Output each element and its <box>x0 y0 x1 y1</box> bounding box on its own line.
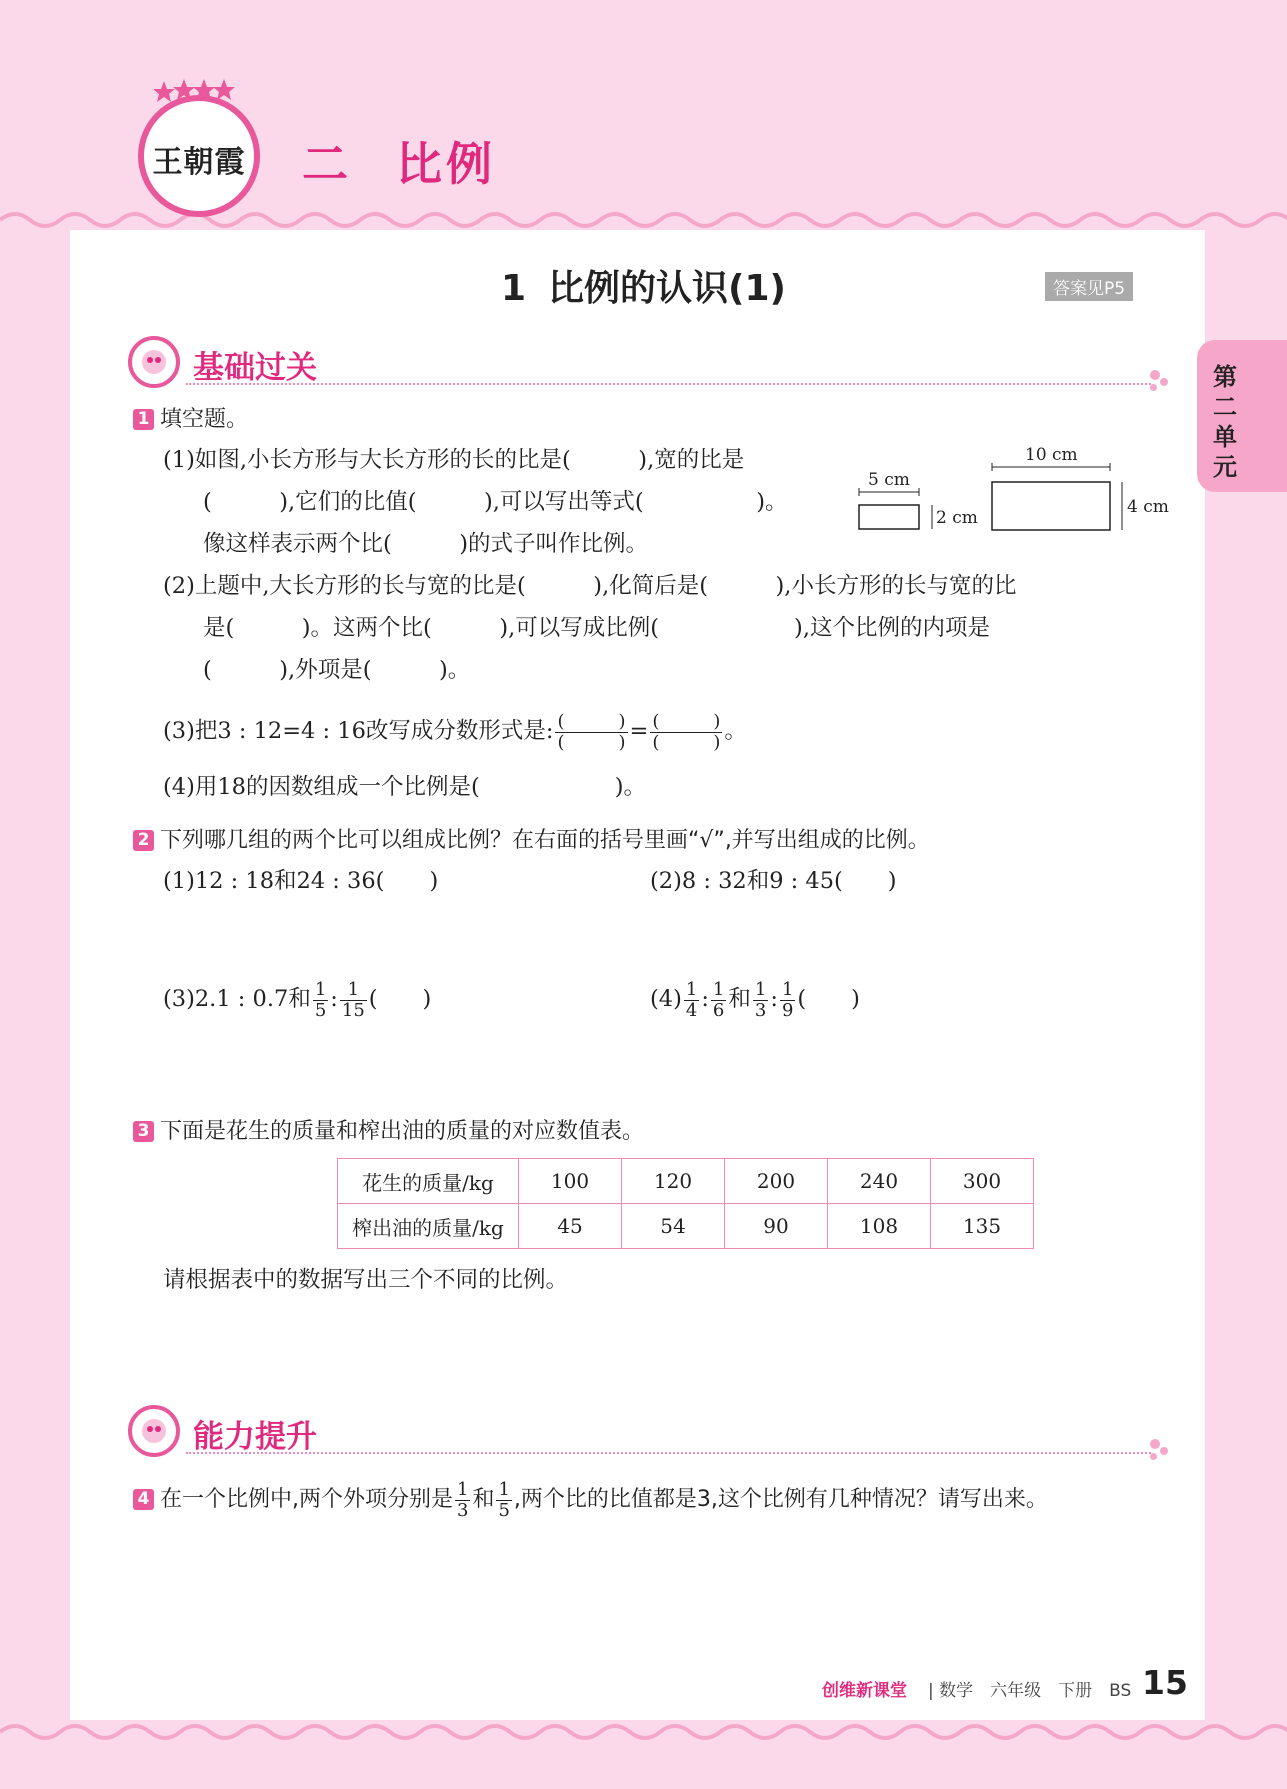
divider-dot <box>1150 1439 1160 1449</box>
table-cell: 200 <box>725 1159 828 1204</box>
fraction-one-third: $\frac{1}{3}$ <box>457 1478 469 1521</box>
q1-part2-line3: ( ),外项是( )。 <box>203 657 471 683</box>
q3-title: 下面是花生的质量和榨出油的质量的对应数值表。 <box>160 1119 645 1144</box>
unit-side-tab-label: 第二单元 <box>1213 363 1237 481</box>
table-cell: 120 <box>622 1159 725 1204</box>
fraction-one-third: $\frac{1}{3}$ <box>754 978 767 1021</box>
table-cell: 300 <box>931 1159 1034 1204</box>
q1-title: 填空题。 <box>160 407 249 432</box>
q3-number: 3 <box>133 1121 154 1142</box>
large-rectangle <box>992 463 1122 530</box>
brand-logo <box>138 95 260 217</box>
q2-number: 2 <box>133 830 154 851</box>
q1-part4: (4)用18的因数组成一个比例是( )。 <box>163 774 647 800</box>
equals-sign: = <box>629 718 649 744</box>
owl-mascot-icon <box>140 348 168 376</box>
bottom-wave-border <box>0 1712 1287 1752</box>
logo-name: 王朝霞 <box>152 145 246 180</box>
footer-book-info: | 数学 六年级 下册 BS <box>928 1681 1132 1701</box>
q2-heading <box>133 825 930 856</box>
table-cell: 108 <box>828 1204 931 1249</box>
q1-heading <box>133 404 248 435</box>
fraction-one-fifth: $\frac{1}{5}$ <box>314 978 327 1021</box>
section1-title: 基础过关 <box>193 350 317 386</box>
footer-series-name: 创维新课堂 <box>822 1681 907 1701</box>
chapter-number: 二 <box>302 137 352 191</box>
large-rect-width: 4 cm <box>1127 497 1169 517</box>
divider-dot <box>1150 384 1157 391</box>
table-row <box>338 1159 1034 1204</box>
blank-fraction: $\frac{( )}{( )}$ <box>652 710 721 753</box>
q1-part1-line3: 像这样表示两个比( )的式子叫作比例。 <box>203 531 649 557</box>
divider-dot <box>1160 378 1168 386</box>
q1-number: 1 <box>133 409 154 430</box>
small-rect-length: 5 cm <box>868 470 910 490</box>
q2-item4: (4) $\frac{1}{4}$ : $\frac{1}{6}$ 和 $\frac{1}{3}$ : $\frac{1}{9}$ ( ) <box>650 978 860 1021</box>
q4-number: 4 <box>133 1489 154 1510</box>
divider-dot <box>1150 370 1160 380</box>
table-cell: 54 <box>622 1204 725 1249</box>
section1-badge <box>128 336 180 388</box>
fraction-one-fifth: $\frac{1}{5}$ <box>498 1478 510 1521</box>
q1-part3: (3)把3 : 12=4 : 16改写成分数形式是: $\frac{( )}{( )}$ = $\frac{( )}{( )}$ 。 <box>163 710 747 753</box>
table-row-header: 花生的质量/kg <box>338 1159 519 1204</box>
large-rect-length: 10 cm <box>1025 445 1078 465</box>
section1-divider <box>186 383 1151 385</box>
q2-item3: (3)2.1 : 0.7和 $\frac{1}{5}$ : $\frac{1}{15}$ ( ) <box>163 978 432 1021</box>
q2-title: 下列哪几组的两个比可以组成比例？在右面的括号里画“√”,并写出组成的比例。 <box>160 828 930 853</box>
q2-item2: (2)8 : 32和9 : 45( ) <box>650 868 897 894</box>
page-number: 15 <box>1142 1663 1188 1702</box>
chapter-title: 比例 <box>396 137 496 191</box>
q3-heading <box>133 1116 644 1147</box>
fraction-one-ninth: $\frac{1}{9}$ <box>781 978 794 1021</box>
star-crown-icon <box>154 79 244 103</box>
q1-part1-line1: (1)如图,小长方形与大长方形的长的比是( ),宽的比是 <box>163 447 745 473</box>
fraction-one-sixth: $\frac{1}{6}$ <box>712 978 725 1021</box>
peanut-oil-table <box>337 1158 1034 1249</box>
table-row-header: 榨出油的质量/kg <box>338 1204 519 1249</box>
q1-part3-prefix: (3)把3 : 12=4 : 16改写成分数形式是: <box>163 718 554 744</box>
monkey-mascot-icon <box>140 1417 168 1445</box>
section2-divider <box>186 1452 1151 1454</box>
section2-title: 能力提升 <box>193 1419 317 1455</box>
small-rect-width: 2 cm <box>936 508 978 528</box>
q2-item1: (1)12 : 18和24 : 36( ) <box>163 868 439 894</box>
q1-part2-line2: 是( )。这两个比( ),可以写成比例( ),这个比例的内项是 <box>203 615 990 641</box>
table-row <box>338 1204 1034 1249</box>
table-cell: 135 <box>931 1204 1034 1249</box>
table-cell: 240 <box>828 1159 931 1204</box>
blank-fraction: $\frac{( )}{( )}$ <box>557 710 626 753</box>
table-cell: 45 <box>519 1204 622 1249</box>
q1-part1-line2: ( ),它们的比值( ),可以写出等式( )。 <box>203 489 788 515</box>
section2-badge <box>128 1405 180 1457</box>
answer-reference-badge: 答案见P5 <box>1045 272 1133 301</box>
fraction-one-fourth: $\frac{1}{4}$ <box>685 978 698 1021</box>
table-cell: 90 <box>725 1204 828 1249</box>
lesson-number: 1 <box>500 268 527 309</box>
chapter-heading <box>302 128 496 194</box>
q4: 4 在一个比例中,两个外项分别是 $\frac{1}{3}$ 和 $\frac{1}{5}$ ,两个比的比值都是3,这个比例有几种情况？请写出来。 <box>133 1476 1048 1523</box>
fraction-one-fifteenth: $\frac{1}{15}$ <box>341 978 365 1021</box>
q1-part2-line1: (2)上题中,大长方形的长与宽的比是( ),化简后是( ),小长方形的长与宽的比 <box>163 573 1017 599</box>
q3-instruction: 请根据表中的数据写出三个不同的比例。 <box>163 1267 569 1293</box>
divider-dot <box>1160 1447 1168 1455</box>
lesson-title: 比例的认识(1) <box>548 268 787 309</box>
divider-dot <box>1150 1453 1157 1460</box>
table-cell: 100 <box>519 1159 622 1204</box>
